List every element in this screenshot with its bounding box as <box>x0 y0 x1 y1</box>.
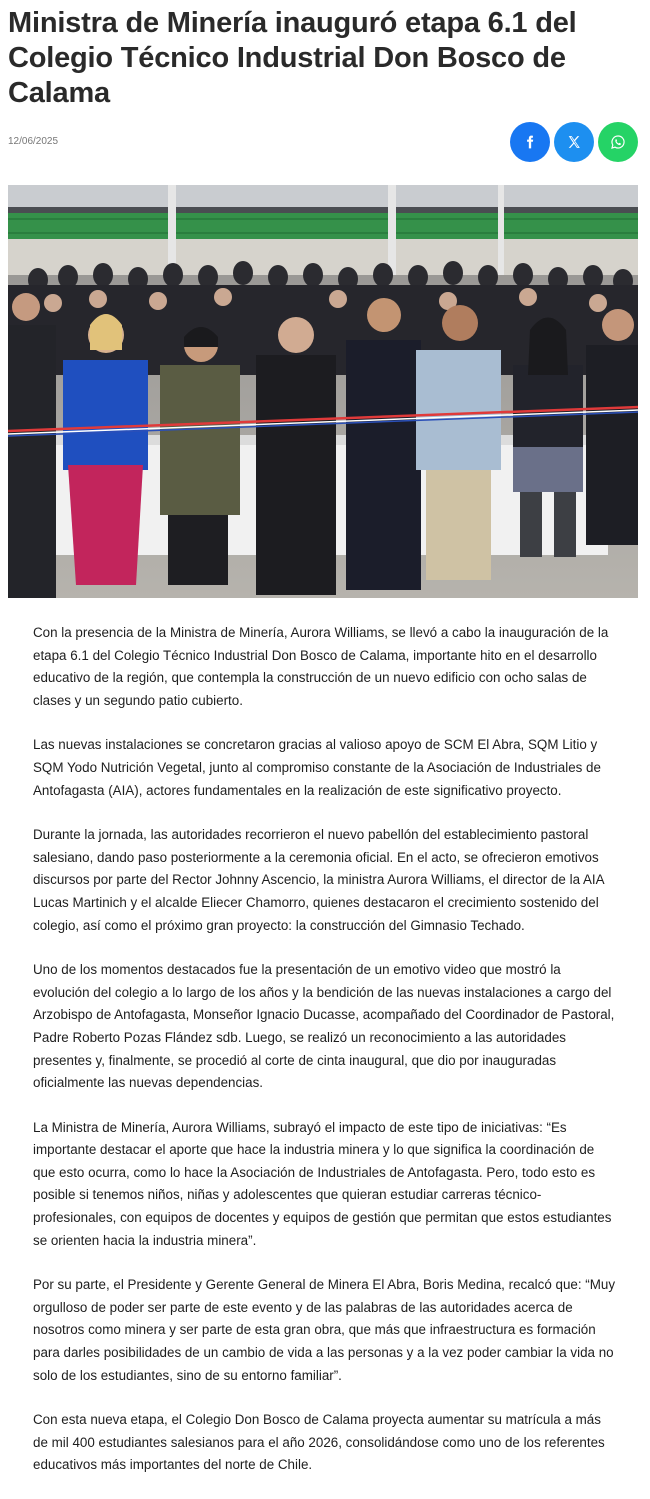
hero-photo <box>8 185 638 598</box>
article-paragraph: La Ministra de Minería, Aurora Williams, subrayó el impacto de este tipo de iniciativas: “Es importante destacar el aporte que hace la industria minera y lo que significa la coordinación de que esto ocurra, como lo hace la Asociación de Industriales de Antofagasta. Pero, todo esto es posible si tenemos niños, niñas y adolescentes que quieran estudiar carreras técnico-profesionales, con equipos de docentes y equipos de gestión que permitan que estos estudiantes se orienten hacia la industria minera”. <box>33 1119 612 1248</box>
whatsapp-icon <box>610 134 626 150</box>
article-title: Ministra de Minería inauguró etapa 6.1 del Colegio Técnico Industrial Don Bosco de Calama <box>8 7 577 109</box>
article-paragraph: Uno de los momentos destacados fue la presentación de un emotivo video que mostró la evolución del colegio a lo largo de los años y la bendición de las nuevas instalaciones a cargo del Arzobispo de Antofagasta, Monseñor Ignacio Ducasse, acompañado del Coordinador de Pastoral, Padre Roberto Pozas Flández sdb. Luego, se realizó un reconocimiento a las autoridades presentes y, finalmente, se procedió al corte de cinta inaugural, que dio por inauguradas oficialmente las nuevas dependencias. <box>33 962 615 1091</box>
x-icon <box>567 135 581 149</box>
article-paragraph: Con esta nueva etapa, el Colegio Don Bosco de Calama proyecta aumentar su matrícula a más de mil 400 estudiantes salesianos para el año 2026, consolidándose como uno de los referentes educativos más importantes del norte de Chile. <box>33 1412 605 1473</box>
article-paragraph: Por su parte, el Presidente y Gerente General de Minera El Abra, Boris Medina, recalcó que: “Muy orgulloso de poder ser parte de este evento y de las palabras de las autoridades acerca de nosotros como minera y ser parte de esta gran obra, que más que infraestructura es formación para darles posibilidades de un cambio de vida a las personas y a la vez poder cambiar la vida no solo de los estudiantes, sino de su entorno familiar”. <box>33 1277 616 1383</box>
facebook-share-button[interactable] <box>510 122 550 162</box>
article-paragraph: Con la presencia de la Ministra de Minería, Aurora Williams, se llevó a cabo la inauguración de la etapa 6.1 del Colegio Técnico Industrial Don Bosco de Calama, importante hito en el desarrollo educativo de la región, que contempla la construcción de un nuevo edificio con ocho salas de clases y un segundo patio cubierto. <box>33 625 609 708</box>
facebook-icon <box>523 135 537 149</box>
x-share-button[interactable] <box>554 122 594 162</box>
article-paragraph: Durante la jornada, las autoridades recorrieron el nuevo pabellón del establecimiento pastoral salesiano, dando paso posteriormente a la ceremonia oficial. En el acto, se ofrecieron emotivos discursos por parte del Rector Johnny Ascencio, la ministra Aurora Williams, el director de la AIA Lucas Martinich y el alcalde Eliecer Chamorro, quienes destacaron el crecimiento sostenido del colegio, así como el próximo gran proyecto: la construcción del Gimnasio Techado. <box>33 827 604 933</box>
ribbon-cutting-photo <box>8 185 638 598</box>
publish-date: 12/06/2025 <box>8 136 59 147</box>
article-paragraph: Las nuevas instalaciones se concretaron gracias al valioso apoyo de SCM El Abra, SQM Litio y SQM Yodo Nutrición Vegetal, junto al compromiso constante de la Asociación de Industriales de Antofagasta (AIA), actores fundamentales en la realización de este significativo proyecto. <box>33 737 601 798</box>
share-buttons <box>510 122 638 162</box>
article-body <box>33 622 618 1499</box>
whatsapp-share-button[interactable] <box>598 122 638 162</box>
